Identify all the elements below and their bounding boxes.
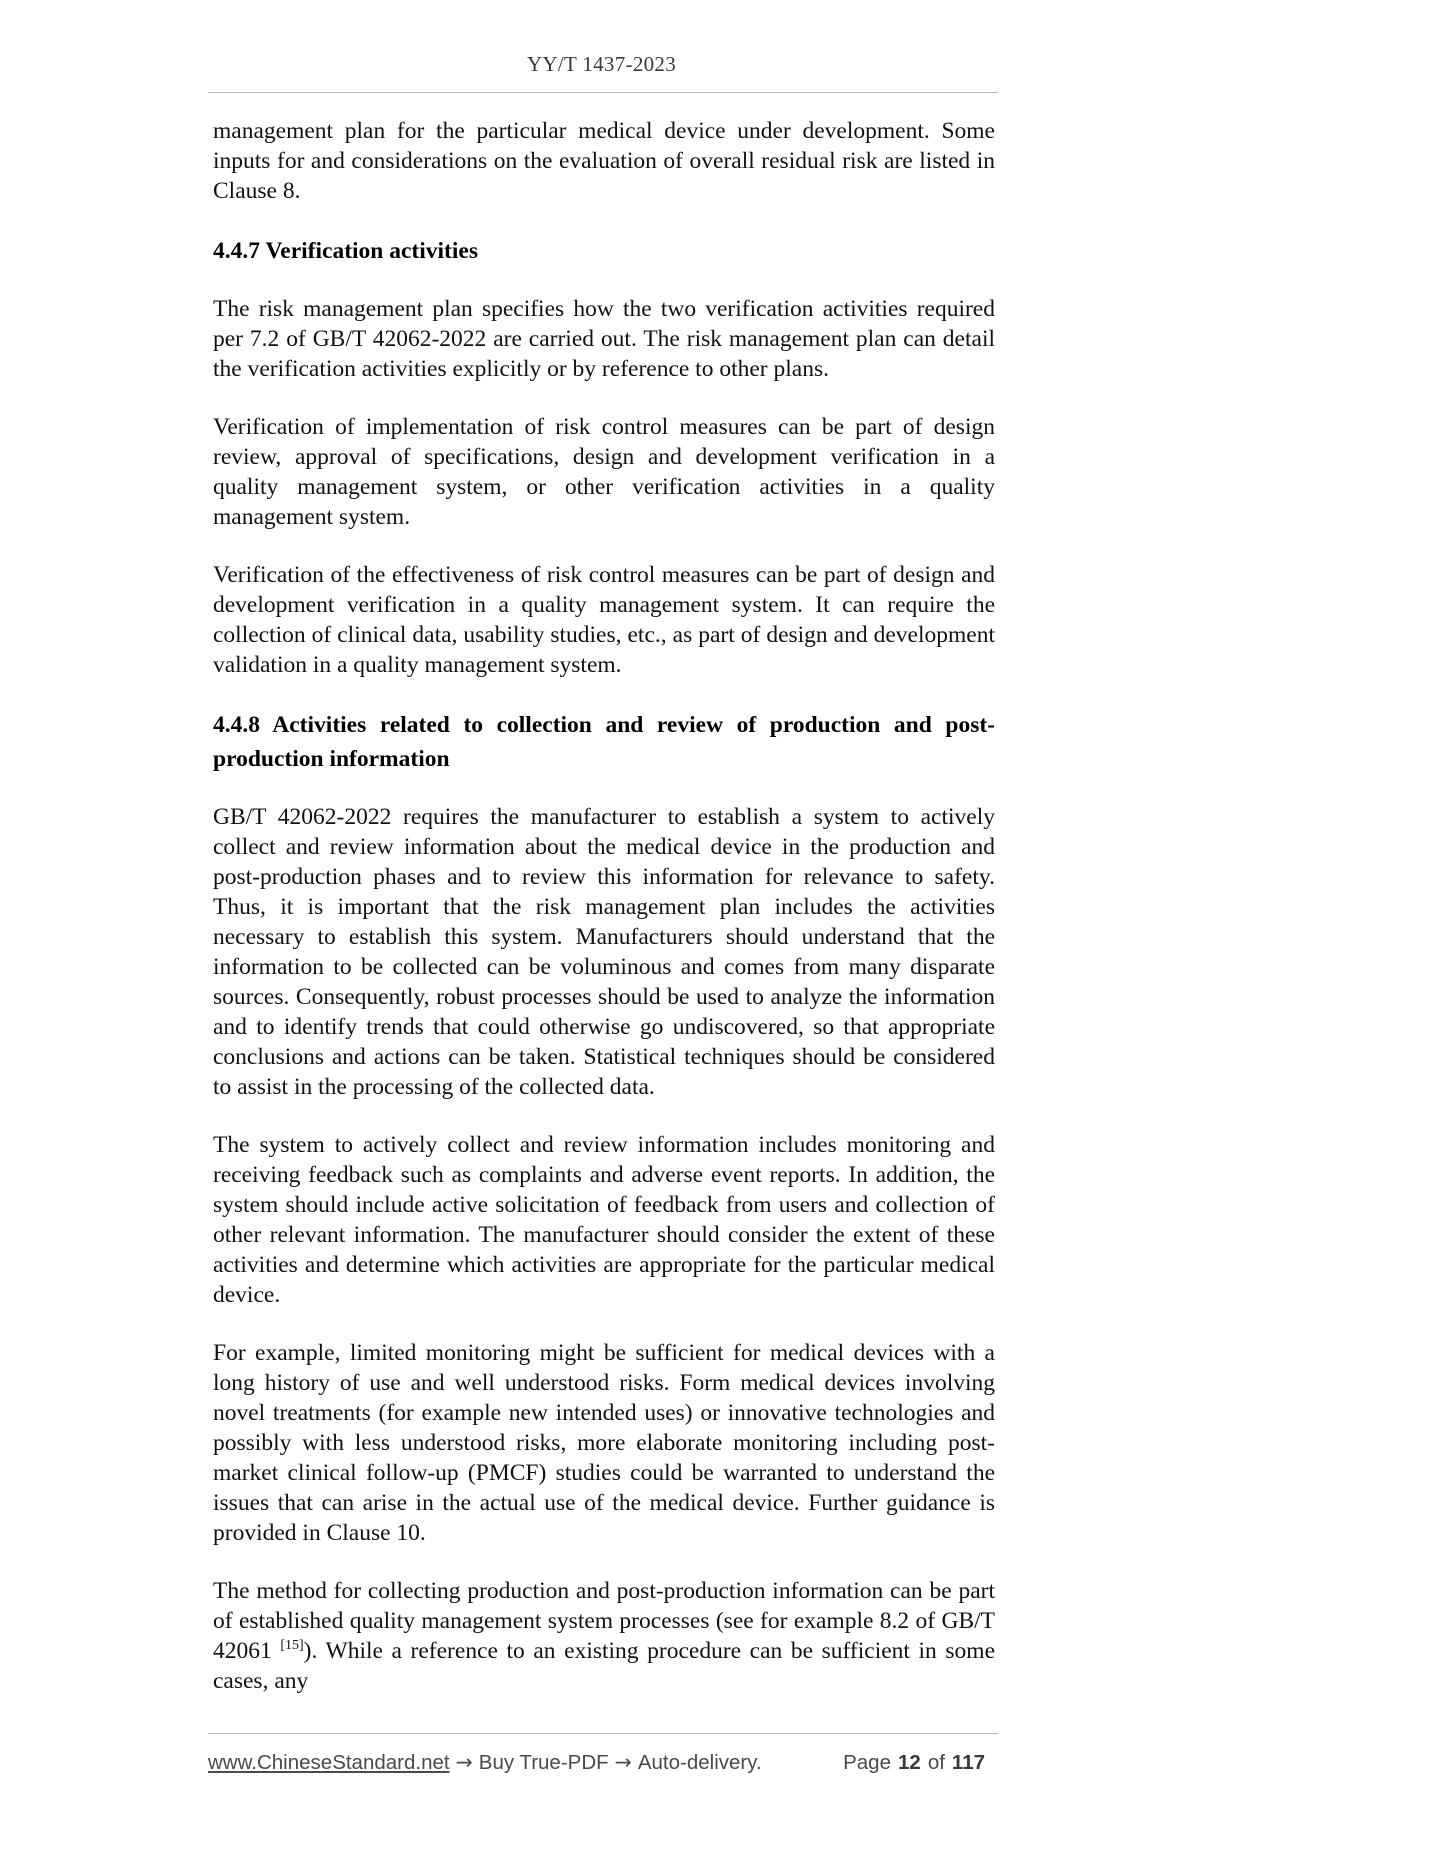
paragraph-4-4-7-2: Verification of implementation of risk control measures can be part of design review, approval of specifications, design and development verification in a quality management system, or other verification activities in a quality management system. <box>213 414 995 530</box>
reference-marker-15: [15] <box>280 1638 304 1654</box>
standard-number: YY/T 1437-2023 <box>526 52 677 76</box>
paragraph-4-4-7-1: The risk management plan specifies how the two verification activities required per 7.2 of GB/T 42062-2022 are carried out. The risk management plan can detail the verification activities explicitly or by reference to other plans. <box>213 296 995 382</box>
chinesestandard-link[interactable]: www.ChineseStandard.net <box>208 1751 450 1774</box>
buy-true-pdf-label: Buy True-PDF <box>478 1751 609 1774</box>
footer-promo <box>208 1750 762 1775</box>
arrow-right-icon-2: → <box>614 1750 632 1774</box>
current-page-number: 12 <box>898 1751 921 1774</box>
paragraph-text-after-reference: ). While a reference to an existing procedure can be sufficient in some cases, any <box>213 1638 995 1694</box>
header-divider <box>208 92 998 93</box>
paragraph-text-before-reference: The method for collecting production and post-production information can be part of established quality management system processes (see for example 8.2 of GB/T 42061 <box>213 1578 995 1664</box>
total-page-count: 117 <box>951 1751 985 1774</box>
page-header <box>208 52 995 77</box>
of-label: of <box>927 1751 945 1774</box>
auto-delivery-label: Auto-delivery. <box>637 1751 762 1774</box>
paragraph-4-4-8-3: For example, limited monitoring might be sufficient for medical devices with a long history of use and well understood risks. Form medical devices involving novel treatments (for example new intended uses) or innovative technologies and possibly with less understood risks, more elaborate monitoring including post-market clinical follow-up (PMCF) studies could be warranted to understand the issues that can arise in the actual use of the medical device. Further guidance is provided in Clause 10. <box>213 1340 995 1546</box>
page-counter <box>843 1751 998 1775</box>
paragraph-4-4-7-3: Verification of the effectiveness of risk control measures can be part of design and development verification in a quality management system. It can require the collection of clinical data, usability studies, etc., as part of design and development validation in a quality management system. <box>213 562 995 678</box>
heading-4-4-8: 4.4.8 Activities related to collection and review of production and post-production information <box>213 712 995 772</box>
paragraph-continued: management plan for the particular medical device under development. Some inputs for and considerations on the evaluation of overall residual risk are listed in Clause 8. <box>213 118 995 204</box>
page-body <box>213 116 995 1696</box>
footer-divider <box>208 1733 998 1734</box>
paragraph-4-4-8-1: GB/T 42062-2022 requires the manufacturer to establish a system to actively collect and review information about the medical device in the production and post-production phases and to review this information for relevance to safety. Thus, it is important that the risk management plan includes the activities necessary to establish this system. Manufacturers should understand that the information to be collected can be voluminous and comes from many disparate sources. Consequently, robust processes should be used to analyze the information and to identify trends that could otherwise go undiscovered, so that appropriate conclusions and actions can be taken. Statistical techniques should be considered to assist in the processing of the collected data. <box>213 804 995 1100</box>
heading-4-4-7: 4.4.7 Verification activities <box>213 238 478 264</box>
paragraph-4-4-8-2: The system to actively collect and review information includes monitoring and receiving feedback such as complaints and adverse event reports. In addition, the system should include active solicitation of feedback from users and collection of other relevant information. The manufacturer should consider the extent of these activities and determine which activities are appropriate for the particular medical device. <box>213 1132 995 1308</box>
page-label: Page <box>843 1751 891 1774</box>
page-footer <box>208 1750 998 1775</box>
arrow-right-icon: → <box>455 1750 473 1774</box>
paragraph-4-4-8-4 <box>213 1576 995 1696</box>
